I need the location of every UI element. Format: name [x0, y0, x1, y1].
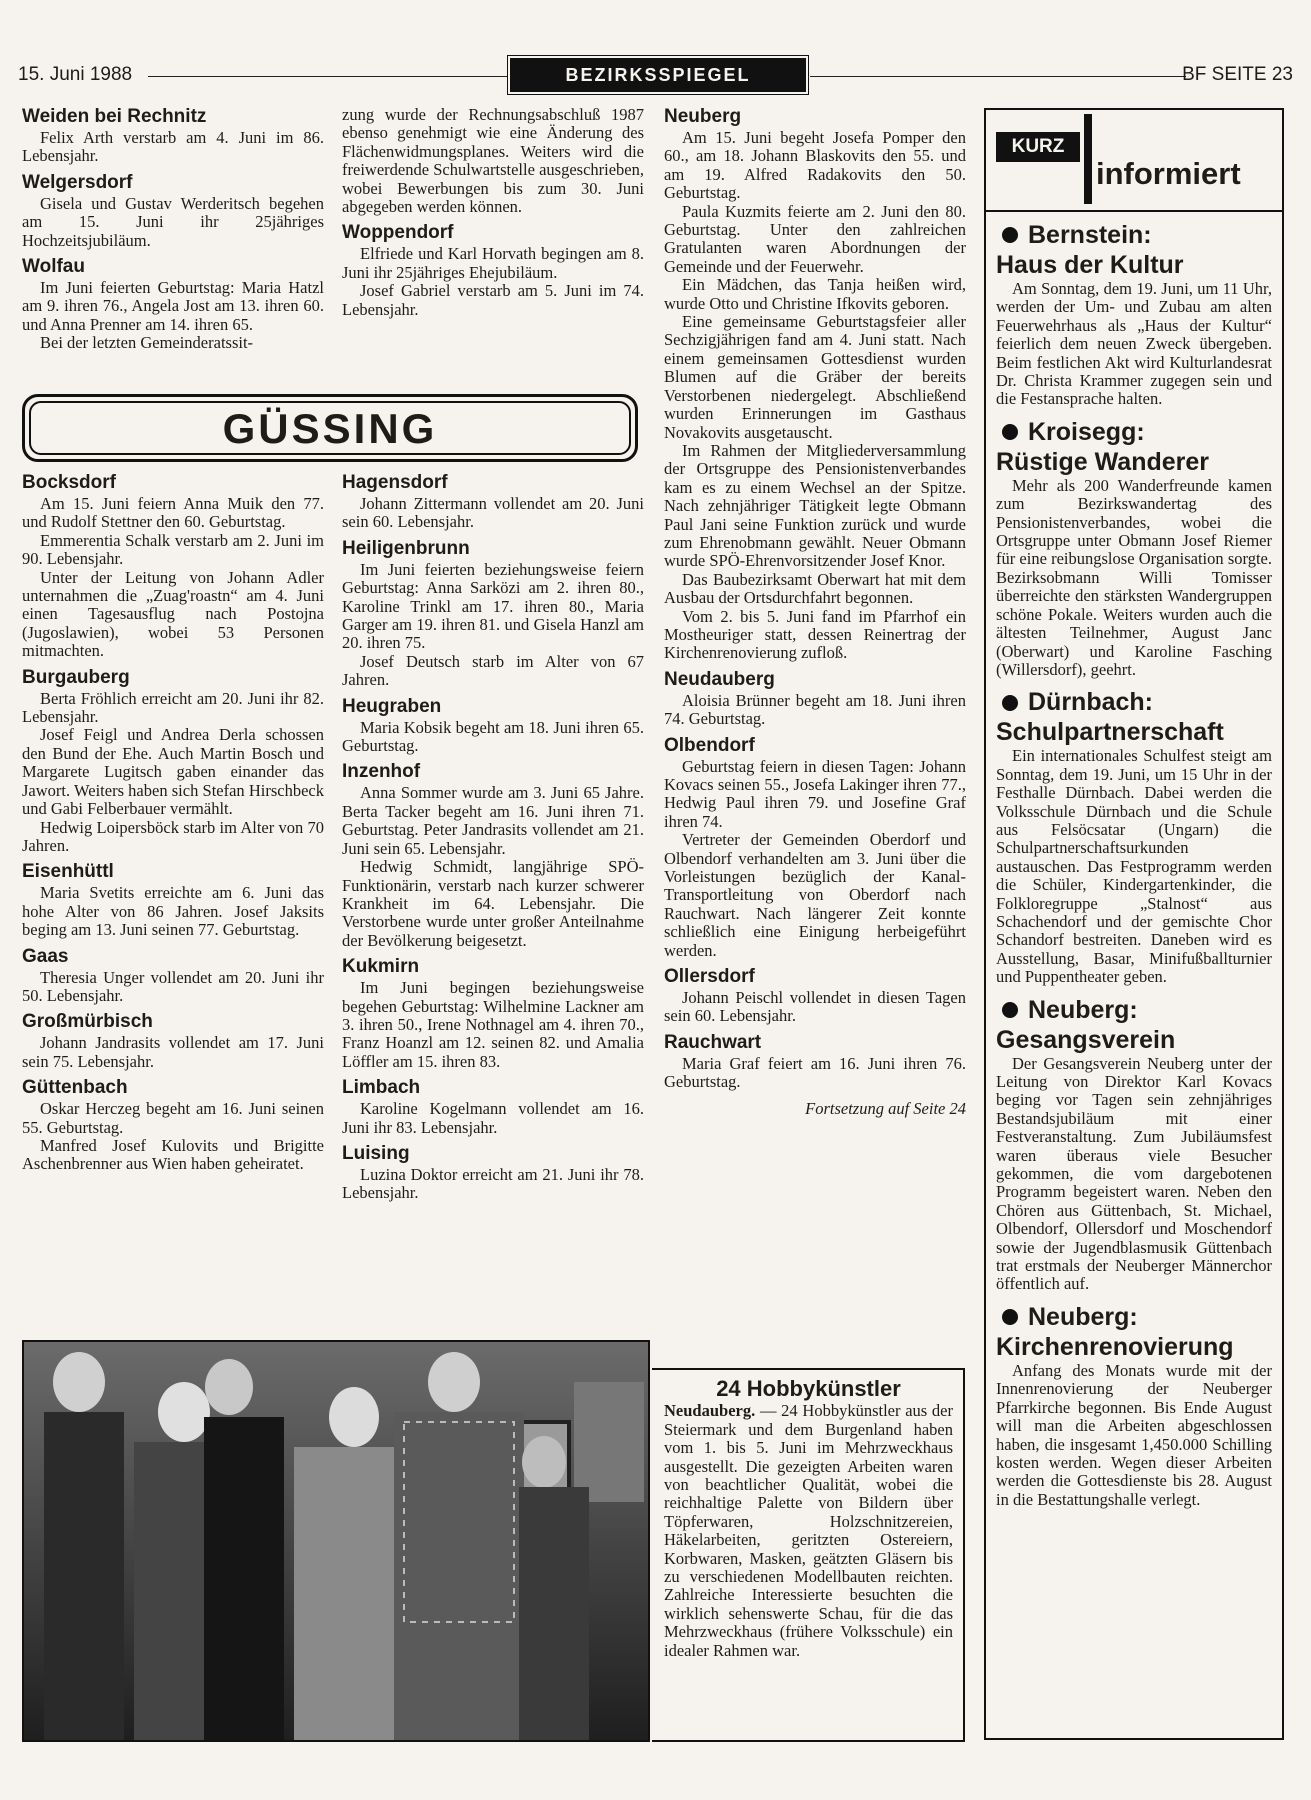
news-paragraph: Theresia Unger vollendet am 20. Juni ihr 50. Lebensjahr.: [22, 967, 324, 1005]
place-heading-rauchwart: Rauchwart: [664, 1031, 762, 1053]
news-paragraph: Anna Sommer wurde am 3. Juni 65 Jahre. Berta Tacker begeht am 16. Juni ihren 71. Geburtstag. Peter Jandrasits vollendet am 21. Juni sein 65. Lebensjahr.: [342, 783, 644, 858]
kurz-item-place: [996, 1302, 1272, 1332]
news-paragraph: Vom 2. bis 5. Juni fand im Pfarrhof ein Mostheuriger statt, dessen Reinertrag der Kirchenrenovierung zufloß.: [664, 606, 966, 663]
kurz-item-title: Haus der Kultur: [996, 251, 1184, 279]
page-header: [18, 58, 1293, 94]
place-heading-ollersdorf: Ollersdorf: [664, 966, 755, 988]
hobby-article: [652, 1368, 965, 1742]
column-1-top: [22, 106, 324, 353]
kurz-item-title: Gesangsverein: [996, 1025, 1176, 1054]
bullet-icon: [1002, 1002, 1018, 1018]
news-paragraph: Das Baubezirksamt Oberwart hat mit dem Ausbau der Ortsdurchfahrt begonnen.: [664, 569, 966, 608]
column-1-bottom: [22, 472, 324, 1174]
kurz-body: [986, 212, 1282, 1509]
news-paragraph: Gisela und Gustav Werderitsch begehen am 15. Juni ihr 25jähriges Hochzeitsjubiläum.: [22, 193, 324, 250]
issue-date: 15. Juni 1988: [18, 64, 133, 85]
place-heading-luising: Luising: [342, 1142, 410, 1164]
kurz-header: [986, 110, 1282, 212]
place-heading-heugraben: Heugraben: [342, 695, 442, 717]
kurz-item-place: [996, 220, 1272, 250]
place-heading-wolfau: Wolfau: [22, 256, 85, 278]
section-title: BEZIRKSSPIEGEL: [510, 58, 806, 92]
kurz-item-text: Am Sonntag, dem 19. Juni, um 11 Uhr, werden der Um- und Zubau am alten Feuerwehrhaus als „Haus der Kultur“ feierlich dem neuen Zweck übergeben. Beim festlichen Akt wird Kulturlandesrat Dr. Christa Krammer zugegen sein und die Festansprache halten.: [996, 279, 1272, 409]
news-paragraph: Bei der letzten Gemeinderatssit-: [40, 333, 254, 353]
news-paragraph: Ein Mädchen, das Tanja heißen wird, wurde Otto und Christine Ifkovits geboren.: [664, 275, 966, 313]
kurz-item-title: Schulpartnerschaft: [996, 718, 1224, 747]
place-heading-hagensdorf: Hagensdorf: [342, 472, 448, 493]
news-paragraph: Emmerentia Schalk verstarb am 2. Juni im 90. Lebensjahr.: [22, 530, 324, 569]
kurz-bar: [1084, 114, 1092, 204]
page-number: BF SEITE 23: [1182, 64, 1293, 85]
kurz-item-title: Rüstige Wanderer: [996, 447, 1210, 476]
news-paragraph: Berta Fröhlich erreicht am 20. Juni ihr 82. Lebensjahr.: [22, 688, 324, 727]
news-paragraph: Felix Arth verstarb am 4. Juni im 86. Lebensjahr.: [22, 128, 324, 166]
hobby-body: — 24 Hobbykünstler aus der Steiermark und dem Burgenland haben vom 1. bis 5. Juni im Mehrzweckhaus ausgestellt. Die gezeigten Arbeiten waren von beachtlicher Qualität, wobei die reichhaltige Palette von Bildern über Töpferwaren, Holzschnitzereien, Häkelarbeiten, geritzten Ostereiern, Korbwaren, Masken, geätzten Gläsern bis zu verschiedenen Modellbauten reichten. Zahlreiche Interessierte besuchten die wirklich sehenswerte Schau, für die das Mehrzweckhaus (frühere Volksschule) ein idealer Rahmen war.: [664, 1401, 953, 1660]
kurz-item-place-label: Bernstein:: [1028, 221, 1152, 249]
news-paragraph: Josef Feigl und Andrea Derla schossen den Bund der Ehe. Auch Martin Bosch und Margarete Lugitsch gaben einander das Jawort. Weiters haben sich Stefan Hirschbeck und Gabi Felberbauer vermählt.: [22, 725, 324, 819]
news-paragraph: Johann Zittermann vollendet am 20. Juni sein 60. Lebensjahr.: [342, 494, 644, 532]
news-paragraph: Manfred Josef Kulovits und Brigitte Aschenbrenner aus Wien haben geheiratet.: [22, 1135, 324, 1174]
kurz-title: informiert: [1096, 156, 1241, 191]
news-paragraph: Im Juni feierten beziehungsweise feiern Geburtstag: Anna Sarközi am 2. ihren 80., Karoline Trinkl am 17. ihren 80., Maria Garger am 19. ihren 81. und Gisela Hanzl am 20. ihren 75.: [342, 559, 644, 653]
news-paragraph: Am 15. Juni begeht Josefa Pomper den 60., am 18. Johann Blaskovits den 55. und am 19. Alfred Radakovits den 50. Geburtstag.: [664, 128, 966, 203]
place-heading-welgersdorf: Welgersdorf: [22, 171, 133, 193]
hobby-text: [664, 1402, 953, 1660]
header-rule-left: [148, 76, 508, 77]
place-heading-eisenhüttl: Eisenhüttl: [22, 861, 114, 883]
hobby-lead: Neudauberg.: [664, 1401, 756, 1421]
column-2-top: [342, 106, 644, 319]
place-heading-olbendorf: Olbendorf: [664, 734, 755, 756]
bullet-icon: [1002, 424, 1018, 440]
kurz-item-text: Anfang des Monats wurde mit der Innenrenovierung der Neuberger Pfarrkirche begonnen. Bis Ende August will man die Arbeiten abgeschlossen haben, die insgesamt 1,450.000 Schilling kosten werden. Wegen dieser Arbeiten werden die Gottesdienste bis 28. August in die Bestattungshalle verlegt.: [996, 1360, 1272, 1509]
column-2-bottom: [342, 472, 644, 1203]
continuation-note: Fortsetzung auf Seite 24: [805, 1098, 966, 1118]
kurz-tag: KURZ: [996, 132, 1080, 162]
region-title: GÜSSING: [29, 401, 631, 455]
bullet-icon: [1002, 1309, 1018, 1325]
news-paragraph: Hedwig Schmidt, langjährige SPÖ-Funktionärin, verstarb nach kurzer schwerer Krankheit im 64. Lebensjahr. Die Verstorbene wurde unter großer Anteilnahme der Bevölkerung beigesetzt.: [342, 857, 644, 950]
news-paragraph: Oskar Herczeg begeht am 16. Juni seinen 55. Geburtstag.: [22, 1099, 324, 1137]
news-paragraph: Paula Kuzmits feierte am 2. Juni den 80. Geburtstag. Unter den zahlreichen Gratulanten waren Abordnungen der Gemeinde und der Feuerwehr.: [664, 201, 966, 276]
kurz-item-place-label: Kroisegg:: [1028, 417, 1145, 446]
place-heading-gaas: Gaas: [22, 945, 69, 967]
news-paragraph: Josef Deutsch starb im Alter von 67 Jahren.: [342, 651, 644, 690]
place-heading-neudauberg: Neudauberg: [664, 668, 775, 690]
news-paragraph: Elfriede und Karl Horvath begingen am 8. Juni ihr 25jähriges Ehejubiläum.: [342, 244, 644, 282]
kurz-item-text: Ein internationales Schulfest steigt am Sonntag, dem 19. Juni, um 15 Uhr in der Festhalle Dürnbach. Dabei werden die Volksschule Dürnbach und die Schule aus Felsöcsatar (Ungarn) die Schulpartnerschaftsurkunden austauschen. Das Festprogramm werden die Schüler, Kindergartenkinder, die Folkloregruppe „Stalnost“ aus Schachendorf und der gemischte Chor Schandorf bestreiten. Daneben wird es Ausstellung, Basar, Minifußballturnier und Puppentheater geben.: [996, 746, 1272, 987]
region-banner: [22, 394, 638, 462]
place-heading-großmürbisch: Großmürbisch: [22, 1011, 153, 1033]
news-paragraph: Vertreter der Gemeinden Oberdorf und Olbendorf verhandelten am 3. Juni über die Vorleistungen bezüglich der Kanal-Transportleitung von Oberdorf nach Rauchwart. Nach längerer Zeit konnte schließlich eine Einigung herbeigeführt werden.: [664, 830, 966, 960]
place-heading-neuberg: Neuberg: [664, 106, 742, 127]
place-heading-burgauberg: Burgauberg: [22, 666, 130, 688]
place-heading-bocksdorf: Bocksdorf: [22, 472, 116, 493]
news-paragraph: Im Juni feierten Geburtstag: Maria Hatzl am 9. ihren 76., Angela Jost am 13. ihren 60. und Anna Prenner am 14. ihren 65.: [22, 278, 324, 334]
kurz-item-text: Mehr als 200 Wanderfreunde kamen zum Bezirkswandertag des Pensionistenverbandes, wobei die Ortsgruppe unter Obmann Josef Riemer für eine reibungslose Organisation sorgte. Bezirksobmann Willi Tomisser überreichte den stärksten Wandergruppen schöne Pokale. Weiters wurden auch die ältesten Teilnehmer, August Janc (Oberwart) und Karoline Fasching (Willersdorf), geehrt.: [996, 475, 1272, 679]
bullet-icon: [1002, 227, 1018, 243]
news-paragraph: Eine gemeinsame Geburtstagsfeier aller Sechzigjährigen fand am 4. Juni statt. Nach einem gemeinsamen Gottesdienst wurden Blumen auf die Gräber der bereits Verstorbenen niedergelegt. Abschließend wurden Erinnerungen im Gasthaus Novakovits ausgetauscht.: [664, 312, 966, 442]
news-paragraph: Johann Peischl vollendet in diesen Tagen sein 60. Lebensjahr.: [664, 988, 966, 1026]
header-rule-right: [810, 76, 1186, 77]
news-paragraph: Am 15. Juni feiern Anna Muik den 77. und Rudolf Stettner den 60. Geburtstag.: [22, 494, 324, 532]
news-photo: [22, 1340, 650, 1742]
kurz-item-place: [996, 417, 1272, 447]
place-heading-woppendorf: Woppendorf: [342, 222, 454, 244]
news-paragraph: Maria Svetits erreichte am 6. Juni das hohe Alter von 86 Jahren. Josef Jaksits beging am 13. Juni seinen 77. Geburtstag.: [22, 883, 324, 940]
kurz-item-place-label: Neuberg:: [1028, 1302, 1138, 1331]
hobby-title: 24 Hobbykünstler: [716, 1376, 901, 1401]
kurz-informiert-box: [984, 108, 1284, 1740]
news-paragraph: Im Rahmen der Mitgliederversammlung der Ortsgruppe des Pensionistenverbandes kam es zu einem Wechsel an der Spitze. Nach zehnjähriger Tätigkeit legte Obmann Paul Jani seine Funktion zurück und wurde zum Ehrenobmann gewählt. Neuer Obmann wurde SPÖ-Ehrenvorsitzender Josef Knor.: [664, 440, 966, 571]
news-paragraph: Hedwig Loipersböck starb im Alter von 70 Jahren.: [22, 817, 324, 855]
news-paragraph: Unter der Leitung von Johann Adler unternahmen die „Zuag'roastn“ am 4. Juni einen Tagesausflug nach Postojna (Jugoslawien), wobei 53 Personen mitmachten.: [22, 567, 324, 661]
crowd-photo-illustration: [24, 1342, 650, 1742]
news-paragraph: Im Juni begingen beziehungsweise begehen Geburtstag: Wilhelmine Lackner am 3. ihren 50., Irene Nothnagel am 4. ihren 70., Franz Hoanzl am 12. seinen 82. und Amalia Löffler am 15. ihren 83.: [342, 978, 644, 1071]
place-heading-kukmirn: Kukmirn: [342, 956, 420, 978]
column-3: [664, 106, 966, 1118]
news-paragraph: Luzina Doktor erreicht am 21. Juni ihr 78. Lebensjahr.: [342, 1164, 644, 1203]
kurz-item-place: [996, 995, 1272, 1025]
news-paragraph: Maria Graf feiert am 16. Juni ihren 76. Geburtstag.: [664, 1053, 966, 1092]
news-paragraph: Aloisia Brünner begeht am 18. Juni ihren 74. Geburtstag.: [664, 690, 966, 729]
kurz-item-title: Kirchenrenovierung: [996, 1332, 1234, 1361]
place-heading-limbach: Limbach: [342, 1077, 421, 1099]
kurz-item-place: [996, 687, 1272, 717]
kurz-item-place-label: Dürnbach:: [1028, 688, 1153, 717]
news-paragraph: Johann Jandrasits vollendet am 17. Juni sein 75. Lebensjahr.: [22, 1033, 324, 1071]
news-paragraph: Josef Gabriel verstarb am 5. Juni im 74. Lebensjahr.: [342, 281, 644, 319]
news-paragraph: Maria Kobsik begeht am 18. Juni ihren 65. Geburtstag.: [342, 717, 644, 756]
news-paragraph: Geburtstag feiern in diesen Tagen: Johann Kovacs seinen 55., Josefa Lakinger ihren 77., Hedwig Paul ihren 79. und Josefine Graf ihren 74.: [664, 756, 966, 831]
place-heading-inzenhof: Inzenhof: [342, 761, 421, 783]
place-heading-weiden-bei-rechnitz: Weiden bei Rechnitz: [22, 106, 207, 127]
kurz-item-place-label: Neuberg:: [1028, 995, 1138, 1024]
kurz-item-text: Der Gesangsverein Neuberg unter der Leitung von Direktor Karl Kovacs beging vor Tagen sein zehnjähriges Bestandsjubiläum mit einer Festveranstaltung. Zum Jubiläumsfest waren überaus viele Besucher gekommen, die vom dargebotenen Programm begeistert waren. Neben den Chören aus Güttenbach, St. Michael, Olbendorf, Ollersdorf und Moschendorf sowie der Jugendblasmusik Güttenbach trat erstmals der Neuberger Männerchor öffentlich auf.: [996, 1053, 1272, 1294]
news-paragraph: zung wurde der Rechnungsabschluß 1987 ebenso genehmigt wie eine Änderung des Flächenwidmungsplanes. Weiters wird die freiwerdende Schulwartstelle ausgeschrieben, wobei Bewerbungen bis zum 30. Juni abgegeben werden können.: [342, 105, 644, 217]
place-heading-heiligenbrunn: Heiligenbrunn: [342, 537, 470, 559]
place-heading-güttenbach: Güttenbach: [22, 1077, 128, 1099]
bullet-icon: [1002, 695, 1018, 711]
news-paragraph: Karoline Kogelmann vollendet am 16. Juni ihr 83. Lebensjahr.: [342, 1099, 644, 1137]
